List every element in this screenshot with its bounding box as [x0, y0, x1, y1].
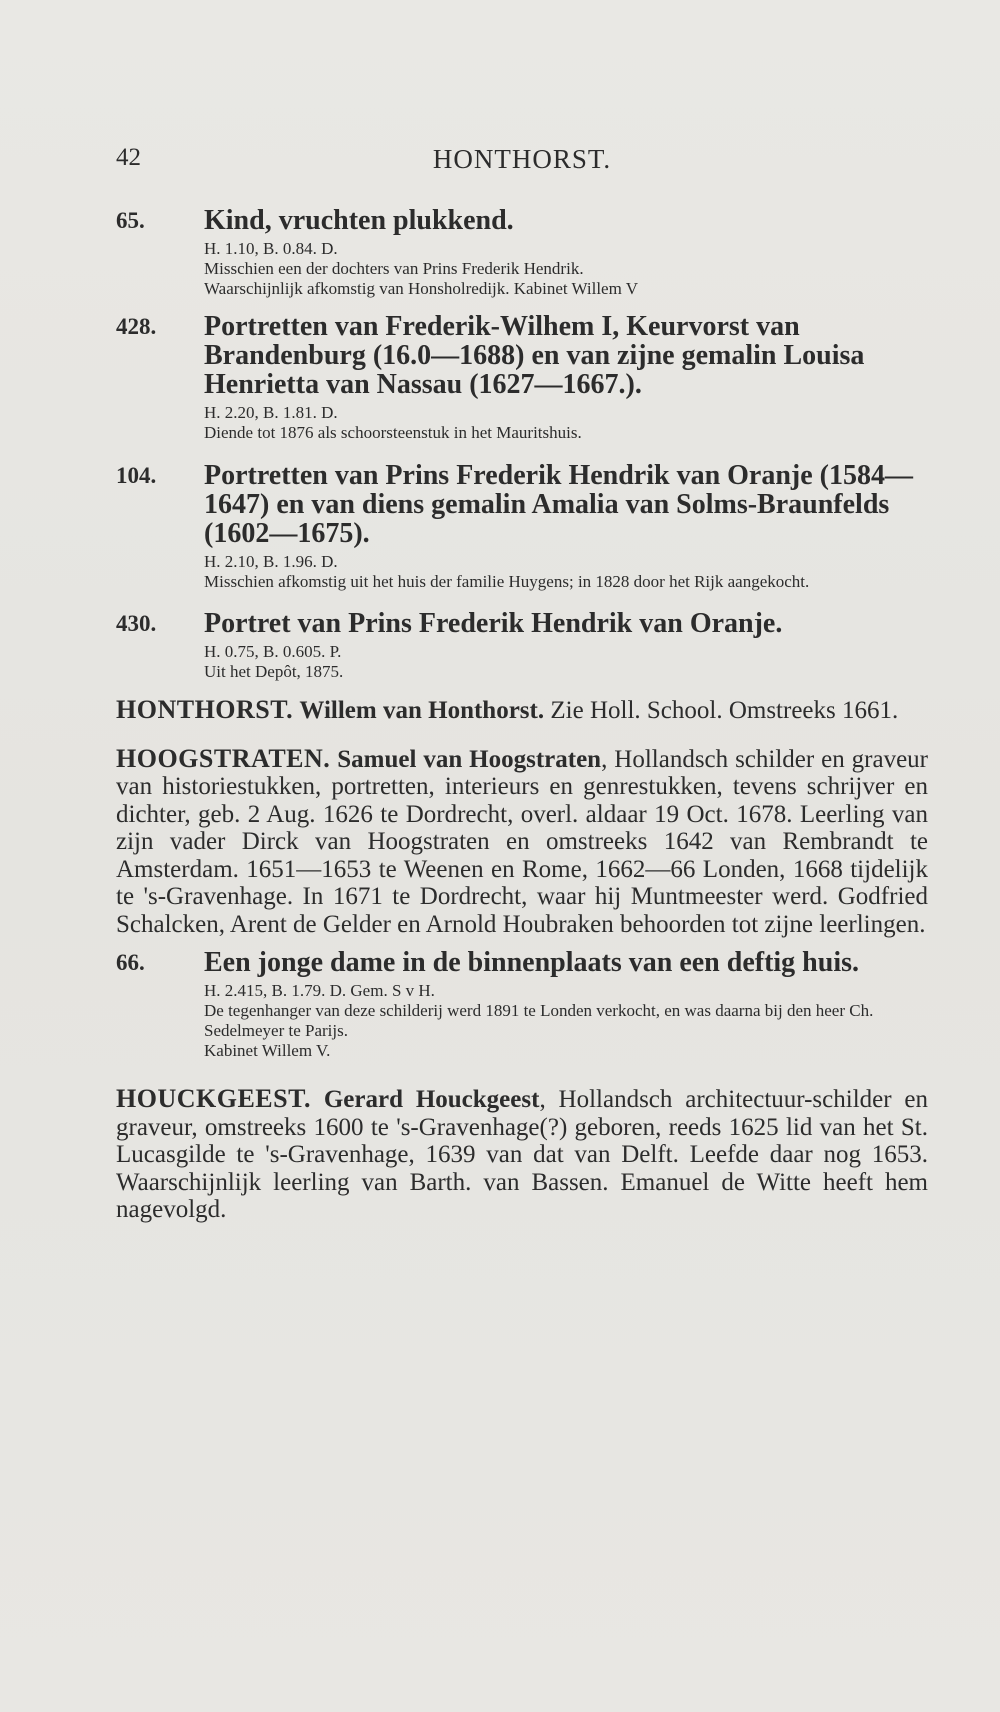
artist-heading: HOOGSTRATEN. [116, 743, 331, 773]
entry-title: Een jonge dame in de binnenplaats van een deftig huis. [204, 947, 859, 978]
entry-note: Diende tot 1876 als schoorsteenstuk in het Mauritshuis. [204, 423, 582, 442]
catalogue-entry-430 [116, 609, 928, 682]
artist-full-name: Samuel van Hoogstraten [337, 745, 602, 773]
artist-full-name: Willem van Honthorst. [299, 697, 545, 724]
entry-number: 65. [116, 208, 145, 233]
entry-number: 430. [116, 611, 157, 636]
entry-dimensions: H. 2.415, B. 1.79. D. Gem. S v H. [204, 981, 435, 1000]
artist-biography: , Hollandsch architectuur-schilder en graveur, omstreeks 1600 te 's-Gravenhage(?) geboren, reeds 1625 lid van het St. Lucasgilde te 's-Gravenhage, 1639 van dat van Delft. Leefde daar nog 1653. Waarschijnlijk leerling van Barth. van Bassen. Emanuel de Witte heeft hem nagevolgd. [116, 1086, 928, 1223]
artist-biography: Zie Holl. School. Omstreeks 1661. [544, 697, 899, 724]
entry-note: Uit het Depôt, 1875. [204, 662, 344, 681]
entry-title: Kind, vruchten plukkend. [204, 205, 514, 236]
entry-number: 428. [116, 314, 157, 339]
artist-heading: HONTHORST. [116, 695, 294, 724]
entry-note: Kabinet Willem V. [204, 1041, 331, 1060]
entry-dimensions: H. 0.75, B. 0.605. P. [204, 642, 342, 661]
entry-title: Portret van Prins Frederik Hendrik van Oranje. [204, 608, 783, 639]
artist-biography: , Hollandsch schilder en graveur van historiestukken, portretten, interieurs en genrestukken, tevens schrijver en dichter, geb. 2 Aug. 1626 te Dordrecht, overl. aldaar 19 Oct. 1678. Leerling van zijn vader Dirck van Hoogstraten en omstreeks 1642 van Rembrandt te Amsterdam. 1651—1653 te Weenen en Rome, 1662—66 Londen, 1668 tijdelijk te 's-Gravenhage. In 1671 te Dordrecht, waar hij Muntmeester werd. Godfried Schalcken, Arent de Gelder en Arnold Houbraken behoorden tot zijne leerlingen. [116, 745, 929, 938]
artist-entry-hoogstraten [116, 745, 928, 939]
artist-entry-honthorst [116, 696, 928, 725]
entry-dimensions: H. 2.10, B. 1.96. D. [204, 552, 338, 571]
entry-dimensions: H. 2.20, B. 1.81. D. [204, 403, 338, 422]
artist-heading: HOUCKGEEST. [116, 1084, 312, 1113]
entry-number: 66. [116, 950, 145, 975]
page-content [116, 206, 928, 1224]
catalogue-entry-66 [116, 948, 928, 1061]
entry-title: Portretten van Frederik-Wilhem I, Keurvorst van Brandenburg (16.0—1688) en van zijne gemalin Louisa Henrietta van Nassau (1627—1667.). [204, 311, 865, 400]
catalogue-entry-65 [116, 206, 928, 299]
entry-note: Waarschijnlijk afkomstig van Honsholredijk. Kabinet Willem V [204, 279, 639, 298]
entry-note: Misschien een der dochters van Prins Frederik Hendrik. [204, 259, 584, 278]
page-header [116, 130, 928, 174]
page-number: 42 [116, 144, 141, 171]
artist-entry-houckgeest [116, 1085, 928, 1224]
entry-title: Portretten van Prins Frederik Hendrik van Oranje (1584—1647) en van diens gemalin Amalia van Solms-Braunfelds (1602—1675). [204, 460, 913, 549]
running-title: HONTHORST. [432, 144, 612, 174]
entry-dimensions: H. 1.10, B. 0.84. D. [204, 239, 338, 258]
catalogue-entry-104 [116, 461, 928, 592]
entry-number: 104. [116, 463, 157, 488]
catalogue-entry-428 [116, 312, 928, 443]
artist-full-name: Gerard Houckgeest [323, 1086, 540, 1113]
entry-note: De tegenhanger van deze schilderij werd 1891 te Londen verkocht, en was daarna bij den heer Ch. Sedelmeyer te Parijs. [204, 1001, 874, 1040]
entry-note: Misschien afkomstig uit het huis der familie Huygens; in 1828 door het Rijk aangekocht. [204, 572, 810, 591]
